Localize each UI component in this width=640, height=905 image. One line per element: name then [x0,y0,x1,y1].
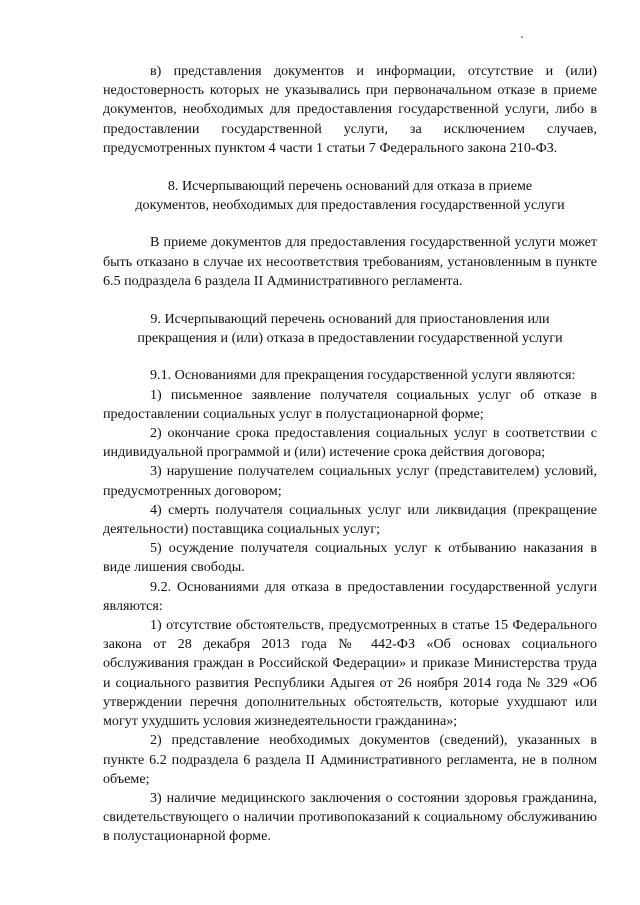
paragraph-v: в) представления документов и информации, отсутствие и (или) недостоверность которых не указывались при первоначальном отказе в приеме документов, необходимых для предоставления государственной услуги, либо в предоставлении государственной услуги, за исключением случаев, предусмотренных пунктом 4 части 1 статьи 7 Федерального закона 210-ФЗ. [103,63,597,156]
clause-9-1-intro: 9.1. Основаниями для прекращения государственной услуги являются: [150,367,576,384]
clause-9-1-item: 1) письменное заявление получателя социальных услуг об отказе в предоставлении социальных услуг в полустационарной форме; [103,386,597,422]
clause-9-1-item: 5) осуждение получателя социальных услуг к отбыванию наказания в виде лишения свободы. [103,540,597,576]
clause-9-2-intro: 9.2. Основаниями для отказа в предоставлении государственной услуги являются: [103,578,597,614]
section-8-heading [103,177,597,215]
clause-9-1-item: 2) окончание срока предоставления социальных услуг в соответствии с индивидуальной программой и (или) истечение срока действия договора; [103,425,597,461]
document-page [103,62,597,847]
section-9-heading [103,310,597,348]
section-8-heading-line2: документов, необходимых для предоставления государственной услуги [135,197,565,214]
scan-speck [521,36,523,38]
clause-9-2-item: 3) наличие медицинского заключения о состоянии здоровья гражданина, свидетельствующего о наличии противопоказаний к социальному обслуживанию в полустационарной форме. [103,789,597,845]
section-9-heading-line2: прекращения и (или) отказа в предоставлении государственной услуги [137,330,563,347]
section-8-body: В приеме документов для предоставления государственной услуги может быть отказано в случае их несоответствия требованиям, установленным в пункте 6.5 подраздела 6 раздела II Административного регламента. [103,234,597,289]
clause-9-1-item: 3) нарушение получателем социальных услуг (представителем) условий, предусмотренных договором; [103,463,597,499]
clause-9-2-item: 2) представление необходимых документов (сведений), указанных в пункте 6.2 подраздела 6 раздела II Административного регламента, не в полном объеме; [103,732,597,787]
clause-9-2-item: 1) отсутствие обстоятельств, предусмотренных в статье 15 Федерального закона от 28 декабря 2013 года № 442-ФЗ «Об основах социального обслуживания граждан в Российской Федерации» и приказе Министерства труда и социального развития Республики Адыгея от 26 ноября 2014 года № 329 «Об утверждении перечня дополнительных обстоятельств, которые ухудшают или могут ухудшить условия жизнедеятельности гражданина»; [103,617,597,730]
section-9-heading-line1: 9. Исчерпывающий перечень оснований для приостановления или [150,311,550,328]
section-8-heading-line1: 8. Исчерпывающий перечень оснований для отказа в приеме [167,178,533,195]
clause-9-1-item: 4) смерть получателя социальных услуг или ликвидация (прекращение деятельности) поставщика социальных услуг; [103,501,597,538]
